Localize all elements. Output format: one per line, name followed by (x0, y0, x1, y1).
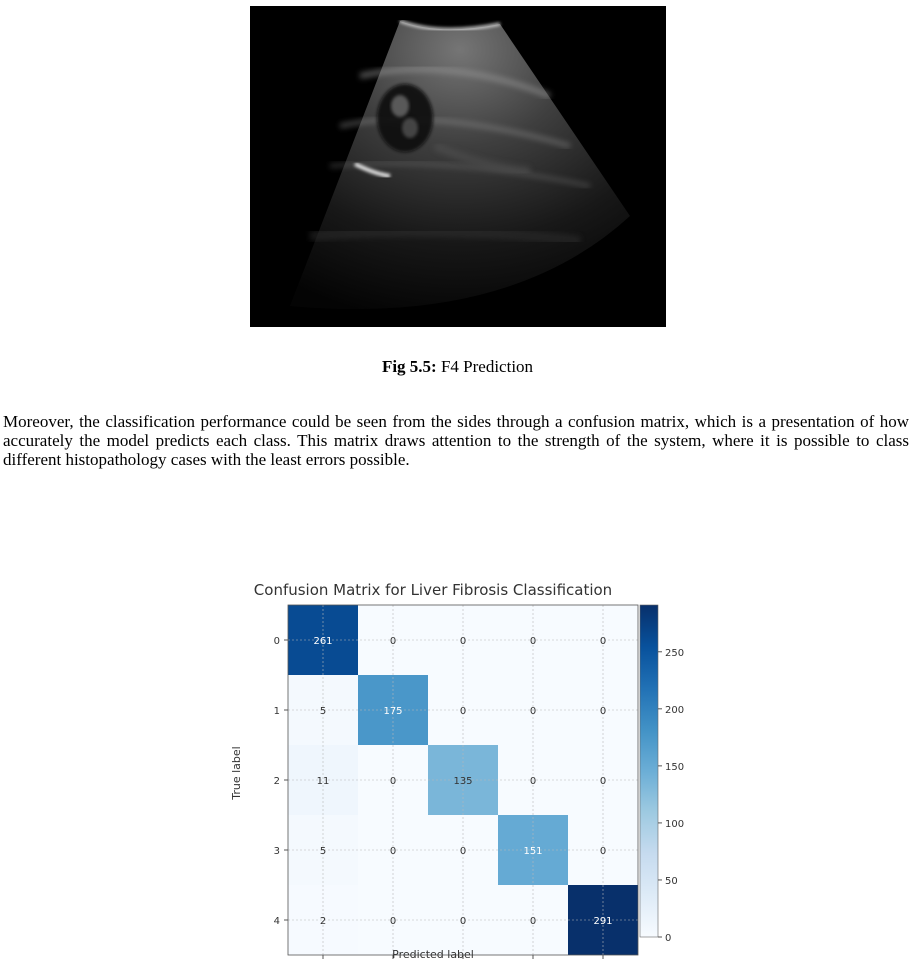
caption-label: Fig 5.5: (381, 357, 437, 376)
y-tick-label: 4 (273, 916, 280, 927)
cell-value-label: 0 (529, 776, 537, 787)
colorbar-tick-label: 0 (665, 933, 672, 944)
y-tick-label: 2 (273, 776, 280, 787)
cell-value-label: 175 (383, 706, 403, 717)
caption-text: F4 Prediction (436, 357, 534, 376)
y-tick-label: 0 (273, 636, 280, 647)
y-tick-label: 1 (273, 706, 280, 717)
figure-caption (0, 357, 915, 377)
cell-value-label: 5 (319, 706, 327, 717)
cell-value-label: 0 (599, 636, 607, 647)
cell-value-label: 0 (599, 776, 607, 787)
cell-value-label: 11 (316, 776, 330, 787)
colorbar-tick-label: 150 (665, 761, 685, 773)
cell-value-label: 0 (389, 776, 397, 787)
cell-value-label: 0 (459, 916, 467, 927)
cell-value-label: 135 (453, 776, 473, 787)
cell-value-label: 0 (599, 846, 607, 857)
cell-value-label: 0 (459, 636, 467, 647)
ultrasound-image (250, 6, 666, 327)
confusion-matrix-chart (200, 575, 720, 960)
cell-value-label: 0 (529, 636, 537, 647)
y-axis-label: True label (230, 746, 243, 800)
chart-title: Confusion Matrix for Liver Fibrosis Classification (253, 581, 613, 599)
colorbar (640, 605, 658, 937)
cell-value-label: 0 (389, 846, 397, 857)
cell-value-label: 0 (529, 706, 537, 717)
cell-value-label: 0 (599, 706, 607, 717)
cell-value-label: 0 (389, 636, 397, 647)
ultrasound-scan-graphic (250, 6, 666, 327)
colorbar-tick-label: 250 (665, 647, 685, 659)
body-paragraph: Moreover, the classification performance could be seen from the sides through a confusion matrix, which is a presentation of how accurately the model predicts each class. This matrix draws attention to the strength of the system, where it is possible to class different histopathology cases with the least errors possible. (3, 412, 909, 469)
cell-value-label: 0 (529, 916, 537, 927)
colorbar-tick-label: 200 (665, 704, 685, 716)
cell-value-label: 151 (523, 846, 543, 857)
x-axis-label: Predicted label (392, 948, 474, 960)
cell-value-label: 5 (319, 846, 327, 857)
cell-value-label: 261 (313, 636, 333, 647)
colorbar-tick-label: 100 (665, 818, 685, 830)
cell-value-label: 2 (319, 916, 327, 927)
colorbar-tick-label: 50 (665, 875, 678, 887)
confusion-matrix-figure (200, 575, 720, 960)
y-tick-label: 3 (273, 846, 280, 857)
cell-value-label: 291 (593, 916, 613, 927)
cell-value-label: 0 (459, 846, 467, 857)
cell-value-label: 0 (389, 916, 397, 927)
cell-value-label: 0 (459, 706, 467, 717)
